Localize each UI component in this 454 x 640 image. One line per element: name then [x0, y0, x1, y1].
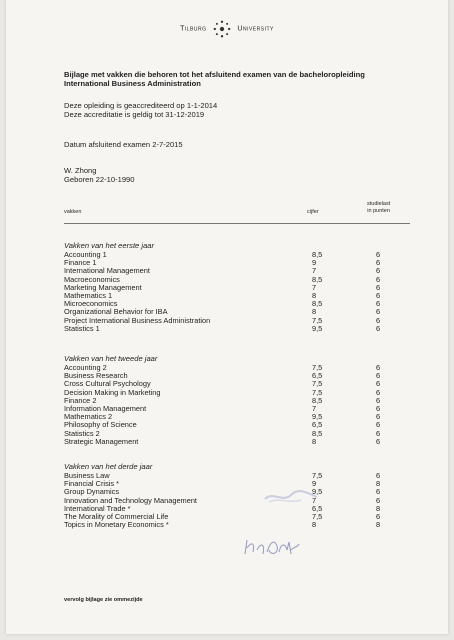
course-name: Finance 2 — [64, 395, 97, 405]
course-credits: 6 — [376, 266, 381, 276]
course-credits: 6 — [376, 404, 381, 413]
course-name: Microeconomics — [64, 299, 118, 309]
course-credits: 6 — [376, 299, 381, 309]
section-title: Vakken van het derde jaar — [64, 462, 153, 471]
course-grade: 8 — [312, 307, 317, 317]
course-name: Macroeconomics — [64, 274, 120, 284]
course-credits: 6 — [376, 307, 381, 317]
course-name: Business Law — [64, 471, 110, 480]
university-name-left: Tilburg — [180, 25, 207, 33]
course-name: Financial Crisis * — [64, 479, 120, 489]
course-row — [64, 251, 394, 259]
course-credits: 8 — [376, 520, 381, 530]
course-credits: 6 — [376, 379, 381, 389]
course-credits: 6 — [376, 512, 381, 521]
course-name: Business Research — [64, 371, 128, 381]
section-title: Vakken van het tweede jaar — [64, 354, 158, 363]
course-grade: 8,5 — [312, 274, 323, 284]
course-grade: 7,5 — [312, 379, 323, 389]
course-credits: 6 — [376, 495, 381, 505]
course-grade: 7 — [312, 282, 317, 292]
course-grade: 9,5 — [312, 487, 323, 497]
course-credits: 6 — [376, 291, 381, 300]
accreditation-line: Deze accreditatie is geldig tot 31-12-2019 — [64, 110, 205, 119]
column-header-ects-line: in punten — [367, 207, 390, 214]
column-header-ects — [367, 201, 390, 214]
course-grade: 8,5 — [312, 428, 323, 438]
accreditation-block — [64, 101, 217, 119]
footer-note: vervolg bijlage zie ommezijde — [64, 597, 143, 603]
title-line: International Business Administration — [64, 79, 201, 88]
document-page — [6, 0, 448, 634]
course-row — [64, 284, 394, 292]
course-row — [64, 405, 394, 413]
course-name: Philosophy of Science — [64, 420, 137, 430]
course-grade: 7 — [312, 495, 317, 505]
course-credits: 6 — [376, 428, 381, 438]
course-name: Strategic Management — [64, 436, 139, 446]
course-grade: 6,5 — [312, 371, 323, 381]
course-grade: 7,5 — [312, 387, 323, 397]
course-grade: 8 — [312, 291, 317, 300]
document-title — [64, 70, 444, 88]
handwritten-signature — [241, 532, 301, 562]
course-credits: 6 — [376, 258, 381, 268]
course-grade: 7,5 — [312, 363, 323, 372]
university-logo — [6, 20, 448, 38]
course-grade: 6,5 — [312, 420, 323, 430]
course-grade: 9 — [312, 258, 317, 268]
course-credits: 6 — [376, 420, 381, 430]
section-title: Vakken van het eerste jaar — [64, 241, 155, 250]
course-credits: 6 — [376, 412, 381, 422]
course-name: International Trade * — [64, 503, 131, 513]
column-header-ects-line: studielast — [367, 201, 391, 207]
course-name: Accounting 1 — [64, 250, 107, 259]
course-name: Mathematics 2 — [64, 412, 113, 422]
course-row — [64, 317, 394, 325]
course-grade: 9,5 — [312, 412, 323, 422]
course-name: Organizational Behavior for IBA — [64, 307, 168, 317]
university-seal-icon — [213, 20, 231, 38]
course-name: Topics in Monetary Economics * — [64, 520, 169, 530]
course-row — [64, 389, 394, 397]
course-credits: 6 — [376, 363, 381, 372]
course-grade: 9 — [312, 479, 317, 489]
course-name: Statistics 2 — [64, 428, 100, 438]
course-grade: 7,5 — [312, 512, 323, 521]
course-grade: 6,5 — [312, 503, 323, 513]
course-name: Marketing Management — [64, 282, 142, 292]
column-header-course: vakken — [64, 209, 82, 215]
course-credits: 8 — [376, 479, 381, 489]
exam-date: Datum afsluitend examen 2-7-2015 — [64, 140, 183, 149]
course-grade: 8 — [312, 520, 317, 530]
course-name: Group Dynamics — [64, 487, 120, 497]
course-credits: 6 — [376, 250, 381, 259]
course-name: Decision Making in Marketing — [64, 387, 161, 397]
course-name: Project International Business Administration — [64, 315, 211, 325]
course-credits: 6 — [376, 371, 381, 381]
student-birthdate: Geboren 22-10-1990 — [64, 175, 135, 184]
student-name: W. Zhong — [64, 166, 97, 175]
course-grade: 7 — [312, 404, 317, 413]
accreditation-line: Deze opleiding is geaccrediteerd op 1-1-2014 — [64, 101, 218, 110]
course-name: Innovation and Technology Management — [64, 495, 197, 505]
course-name: The Morality of Commercial Life — [64, 512, 169, 521]
course-name: International Management — [64, 266, 150, 276]
course-name: Cross Cultural Psychology — [64, 379, 151, 389]
course-credits: 8 — [376, 503, 381, 513]
course-grade: 7,5 — [312, 315, 323, 325]
course-name: Accounting 2 — [64, 363, 107, 372]
course-grade: 8,5 — [312, 299, 323, 309]
course-name: Finance 1 — [64, 258, 97, 268]
course-credits: 6 — [376, 436, 381, 446]
course-row — [64, 521, 394, 529]
course-grade: 8,5 — [312, 395, 323, 405]
course-row — [64, 325, 394, 333]
course-name: Statistics 1 — [64, 323, 100, 333]
university-name-right: University — [237, 25, 274, 33]
course-credits: 6 — [376, 282, 381, 292]
course-credits: 6 — [376, 315, 381, 325]
course-row — [64, 421, 394, 429]
course-name: Mathematics 1 — [64, 291, 113, 300]
course-grade: 8 — [312, 436, 317, 446]
course-row — [64, 438, 394, 446]
title-line: Bijlage met vakken die behoren tot het afsluitend examen van de bacheloropleiding — [64, 70, 365, 79]
header-divider — [64, 223, 410, 224]
course-credits: 6 — [376, 387, 381, 397]
course-grade: 9,5 — [312, 323, 323, 333]
column-header-grade: cijfer — [307, 209, 319, 215]
course-grade: 7,5 — [312, 471, 323, 480]
course-credits: 6 — [376, 323, 381, 333]
course-grade: 8,5 — [312, 250, 323, 259]
student-block — [64, 166, 135, 184]
course-credits: 6 — [376, 274, 381, 284]
faded-stamp-mark — [261, 485, 321, 507]
course-credits: 6 — [376, 471, 381, 480]
course-name: Information Management — [64, 404, 147, 413]
course-credits: 6 — [376, 487, 381, 497]
course-credits: 6 — [376, 395, 381, 405]
course-grade: 7 — [312, 266, 317, 276]
